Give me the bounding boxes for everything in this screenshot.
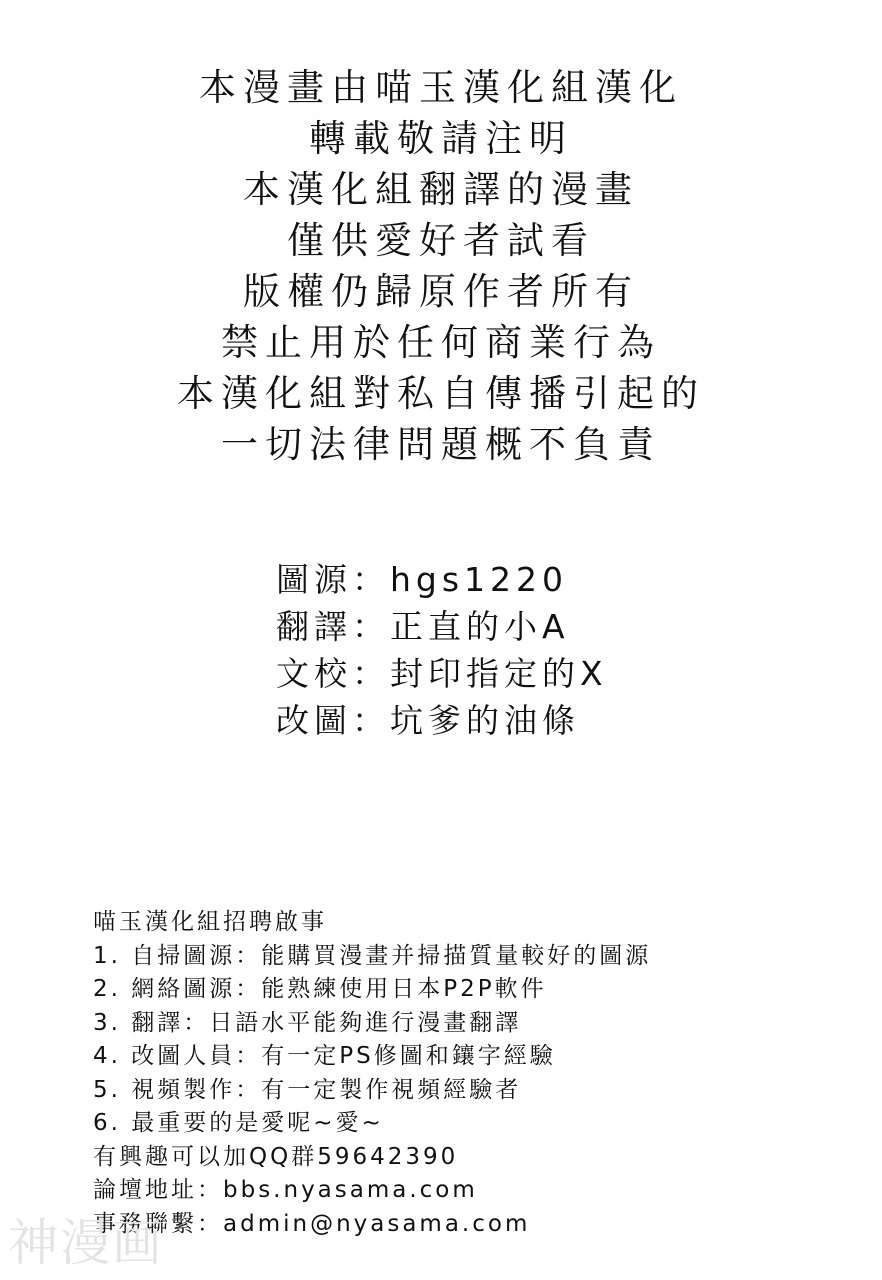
notice-line: 禁止用於任何商業行為 xyxy=(221,321,661,364)
staff-credits xyxy=(276,556,608,744)
credit-name: 坑爹的油條 xyxy=(390,701,580,740)
credit-row xyxy=(276,556,608,603)
credit-separator: ： xyxy=(352,654,390,693)
credit-name: 正直的小A xyxy=(390,607,570,646)
credit-separator: ： xyxy=(352,560,390,599)
recruit-item: 5. 視頻製作：有一定製作視頻經驗者 xyxy=(93,1076,522,1103)
recruit-item: 6. 最重要的是愛呢~愛~ xyxy=(93,1110,384,1136)
credit-role: 圖源 xyxy=(276,560,352,599)
notice-line: 一切法律問題概不負責 xyxy=(221,423,661,466)
credit-separator: ： xyxy=(352,607,390,646)
credit-row xyxy=(276,650,608,697)
notice-line: 本漢化組翻譯的漫畫 xyxy=(243,168,639,211)
notice-line: 本漢化組對私自傳播引起的 xyxy=(177,372,705,415)
recruit-title: 喵玉漢化組招聘啟事 xyxy=(93,909,327,935)
credit-role: 改圖 xyxy=(276,701,352,740)
credit-separator: ： xyxy=(352,701,390,740)
credit-row xyxy=(276,603,608,650)
recruit-item: 1. 自掃圖源：能購買漫畫并掃描質量較好的圖源 xyxy=(93,942,652,969)
credit-name: hgs1220 xyxy=(390,560,569,599)
credit-row xyxy=(276,697,608,744)
notice-line: 僅供愛好者試看 xyxy=(287,219,595,262)
watermark: 神漫画 xyxy=(8,1214,164,1272)
forum-address: 論壇地址：bbs.nyasama.com xyxy=(93,1177,478,1203)
notice-line: 轉載敬請注明 xyxy=(309,117,573,160)
credit-role: 翻譯 xyxy=(276,607,352,646)
credit-role: 文校 xyxy=(276,654,352,693)
recruit-item: 3. 翻譯：日語水平能夠進行漫畫翻譯 xyxy=(93,1009,522,1036)
recruitment-notice xyxy=(93,906,651,1241)
notice-line: 本漫畫由喵玉漢化組漢化 xyxy=(199,66,683,109)
credit-name: 封印指定的X xyxy=(390,654,608,693)
contact-email: 事務聯繫：admin@nyasama.com xyxy=(93,1210,531,1237)
notice-line: 版權仍歸原作者所有 xyxy=(243,270,639,313)
recruit-item: 4. 改圖人員：有一定PS修圖和鑲字經驗 xyxy=(93,1043,556,1069)
qq-group: 有興趣可以加QQ群59642390 xyxy=(93,1143,459,1170)
copyright-notice xyxy=(0,62,882,470)
recruit-item: 2. 網絡圖源：能熟練使用日本P2P軟件 xyxy=(93,976,547,1002)
